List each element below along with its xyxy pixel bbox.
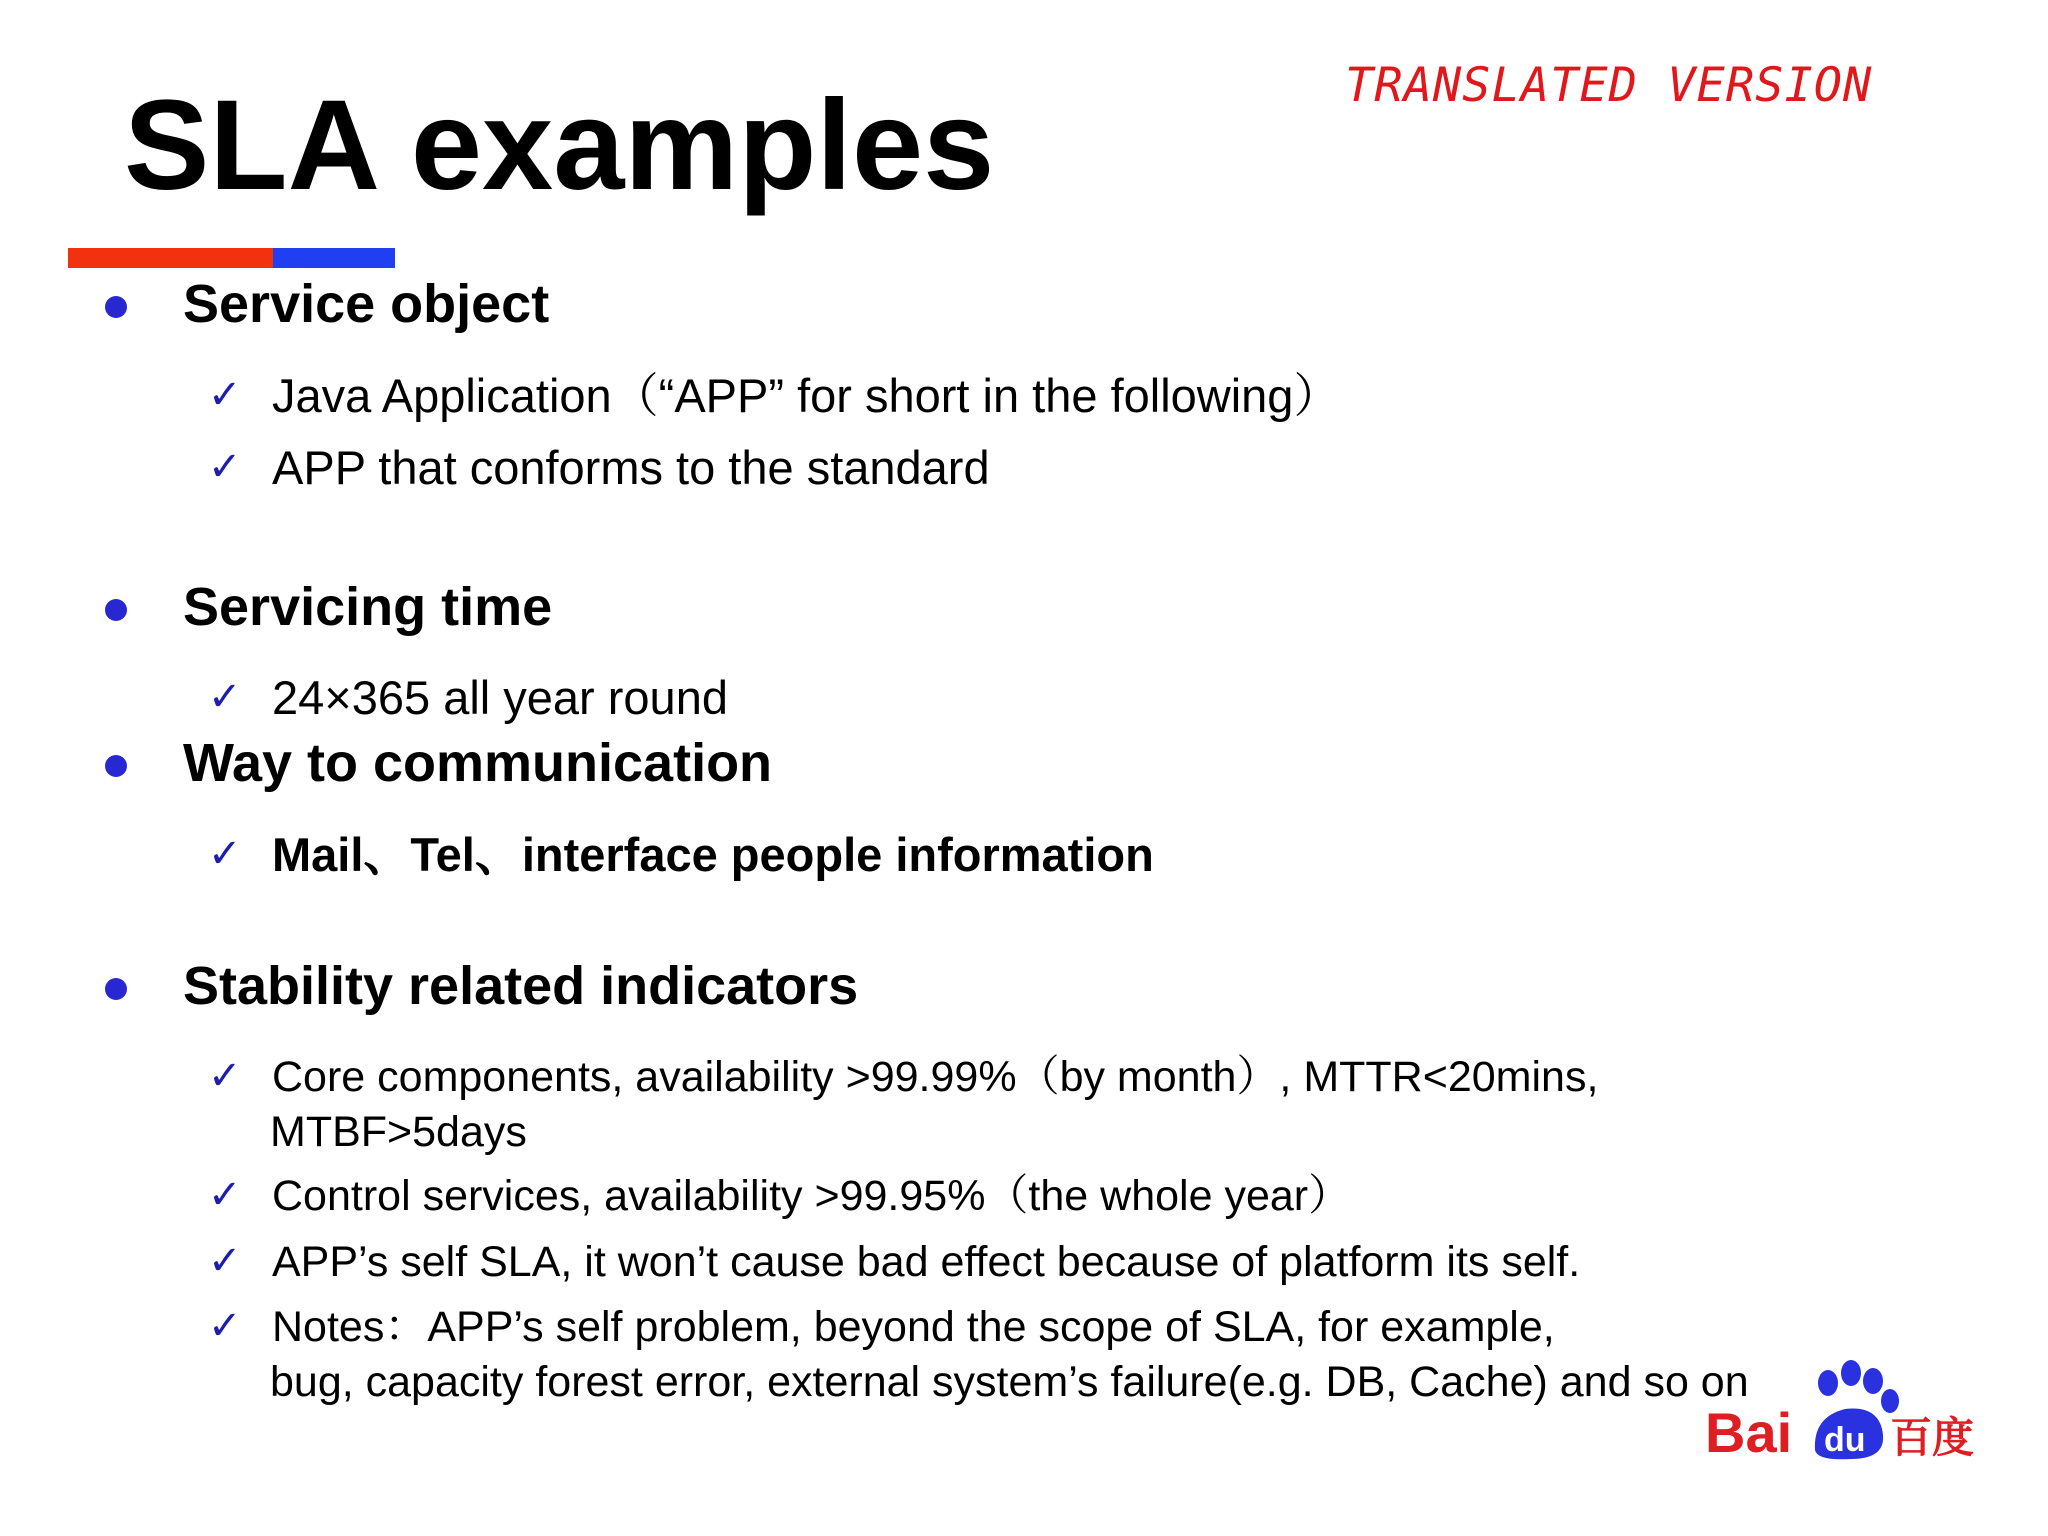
bullet-dot-icon — [105, 599, 127, 621]
section-heading: Servicing time — [183, 577, 553, 637]
list-item-line: Core components, availability >99.99%（by month）, MTTR<20mins, — [272, 1053, 1599, 1101]
logo-text-du: du — [1824, 1421, 1866, 1459]
checkmark-icon: ✓ — [208, 675, 242, 719]
section-heading: Stability related indicators — [183, 956, 859, 1016]
list-item-text: 24×365 all year round — [272, 671, 728, 724]
paw-toe-icon — [1881, 1389, 1899, 1413]
paw-toe-icon — [1841, 1360, 1861, 1386]
bullet-dot-icon — [105, 978, 127, 1000]
checkmark-icon: ✓ — [208, 1239, 242, 1283]
bullet-dot-icon — [105, 296, 127, 318]
paw-toe-icon — [1863, 1368, 1883, 1394]
list-item-line: bug, capacity forest error, external system’s failure(e.g. DB, Cache) and so on — [270, 1358, 1749, 1406]
section-heading: Way to communication — [183, 733, 773, 793]
list-item-line: MTBF>5days — [270, 1108, 527, 1156]
section-heading: Service object — [183, 274, 550, 334]
logo-text-cn: 百度 — [1890, 1413, 1975, 1462]
title-underline-red — [68, 248, 273, 268]
list-item-text: Java Application（“APP” for short in the following） — [272, 369, 1341, 422]
list-item-line: Notes：APP’s self problem, beyond the scope of SLA, for example, — [272, 1303, 1555, 1351]
paw-toe-icon — [1818, 1370, 1838, 1396]
list-item-text: Mail、Tel、interface people information — [272, 828, 1154, 881]
list-item-text: Control services, availability >99.95%（the whole year） — [272, 1172, 1352, 1220]
baidu-logo — [1705, 1355, 1975, 1465]
list-item-text: APP’s self SLA, it won’t cause bad effect because of platform its self. — [272, 1238, 1581, 1286]
list-item-text — [272, 1300, 1749, 1410]
translated-version-label: TRANSLATED VERSION — [1345, 58, 1873, 113]
checkmark-icon: ✓ — [208, 1054, 242, 1098]
list-item-text — [272, 1050, 1598, 1160]
list-item-text: APP that conforms to the standard — [272, 441, 990, 494]
logo-text-bai: Bai — [1705, 1401, 1793, 1464]
checkmark-icon: ✓ — [208, 1173, 242, 1217]
checkmark-icon: ✓ — [208, 445, 242, 489]
slide-title: SLA examples — [124, 74, 995, 217]
title-underline-blue — [273, 248, 395, 268]
checkmark-icon: ✓ — [208, 1304, 242, 1348]
checkmark-icon: ✓ — [208, 373, 242, 417]
checkmark-icon: ✓ — [208, 832, 242, 876]
bullet-dot-icon — [105, 755, 127, 777]
